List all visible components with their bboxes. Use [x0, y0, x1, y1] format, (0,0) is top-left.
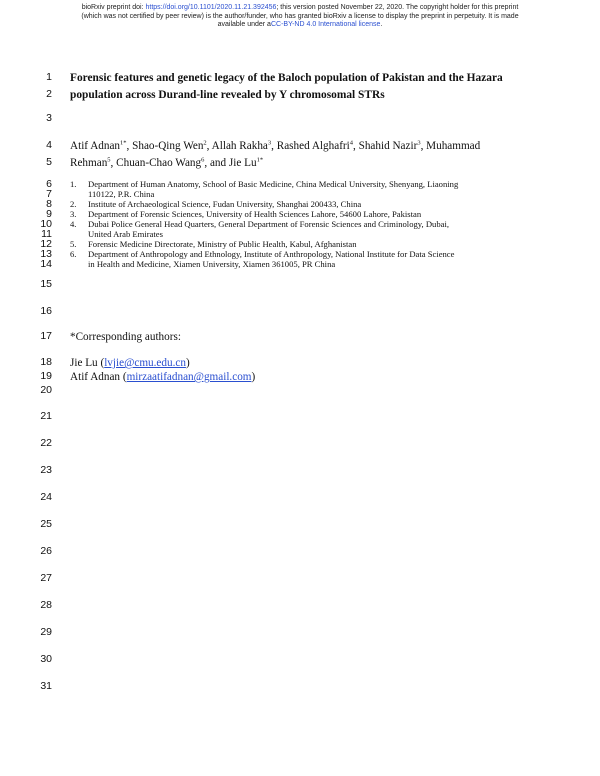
line-number: 25 [40, 518, 52, 530]
line-number: 8 [46, 198, 52, 210]
banner-line-2: (which was not certified by peer review) is the author/funder, who has granted bioRxiv a license to display the preprint in perpetuity. It is made [81, 12, 519, 20]
line-number: 5 [46, 156, 52, 168]
line-number: 6 [46, 178, 52, 190]
author: Rashed Alghafri$^4$, [276, 139, 359, 152]
doi-link[interactable]: https://doi.org/10.1101/2020.11.21.392456 [145, 4, 277, 11]
line-number: 15 [40, 278, 52, 290]
corresponding-heading: *Corresponding authors: [70, 331, 181, 343]
line-number: 27 [40, 572, 52, 584]
paper-title [70, 70, 503, 104]
line-number: 10 [40, 218, 52, 230]
corresponding-author-2: Atif Adnan (mirzaatifadnan@gmail.com) [70, 371, 256, 383]
line-number: 3 [46, 112, 52, 124]
author: Allah Rakha$^3$, [211, 139, 277, 152]
preprint-banner [20, 4, 580, 30]
line-number: 28 [40, 599, 52, 611]
author: Jie $Lu^{1*}$ [228, 156, 264, 169]
line-number: 4 [46, 139, 52, 151]
title-line-1: Forensic features and genetic legacy of the Baloch population of Pakistan and the Hazara [70, 72, 503, 84]
line-number: 17 [40, 330, 52, 342]
author: Atif Adnan$^{1*}$, [70, 139, 133, 152]
author: Shahid Nazir$^3$, [358, 139, 427, 152]
author: Chuan-Chao Wang$^6$, and [116, 156, 229, 169]
author-list [70, 138, 520, 172]
line-number: 31 [40, 680, 52, 692]
line-number: 1 [46, 71, 52, 83]
line-number: 30 [40, 653, 52, 665]
line-number: 18 [40, 356, 52, 368]
line-number: 26 [40, 545, 52, 557]
title-line-2: population across Durand-line revealed by Y chromosomal STRs [70, 89, 385, 101]
email-link-lu[interactable]: lvjie@cmu.edu.cn [104, 357, 186, 369]
author: Shao-Qing Wen$^2$, [132, 139, 212, 152]
line-number: 16 [40, 305, 52, 317]
license-link[interactable]: CC-BY-ND 4.0 International license [270, 21, 381, 29]
line-number: 11 [41, 228, 52, 240]
email-link-adnan[interactable]: mirzaatifadnan@gmail.com [126, 371, 252, 383]
line-number: 22 [40, 437, 52, 449]
line-number: 13 [40, 248, 52, 260]
line-number: 23 [40, 464, 52, 476]
line-number: 9 [46, 208, 52, 220]
line-number: 29 [40, 626, 52, 638]
line-number: 14 [40, 258, 52, 270]
line-number: 2 [46, 88, 52, 100]
corresponding-author-1: Jie Lu (lvjie@cmu.edu.cn) [70, 357, 190, 369]
line-number: 24 [40, 491, 52, 503]
line-number: 21 [40, 410, 52, 422]
author: Muhammad Rehman$^5$, [70, 140, 481, 169]
banner-line-1: bioRxiv preprint doi: https://doi.org/10.1101/2020.11.21.392456; this version posted November 22, 2020. The copyright holder for this preprint [81, 4, 519, 11]
line-number: 7 [46, 188, 52, 200]
banner-line-3: available under aCC-BY-ND 4.0 International license. [217, 21, 383, 29]
line-number: 12 [40, 238, 52, 250]
line-number: 20 [40, 384, 52, 396]
line-number: 19 [40, 370, 52, 382]
